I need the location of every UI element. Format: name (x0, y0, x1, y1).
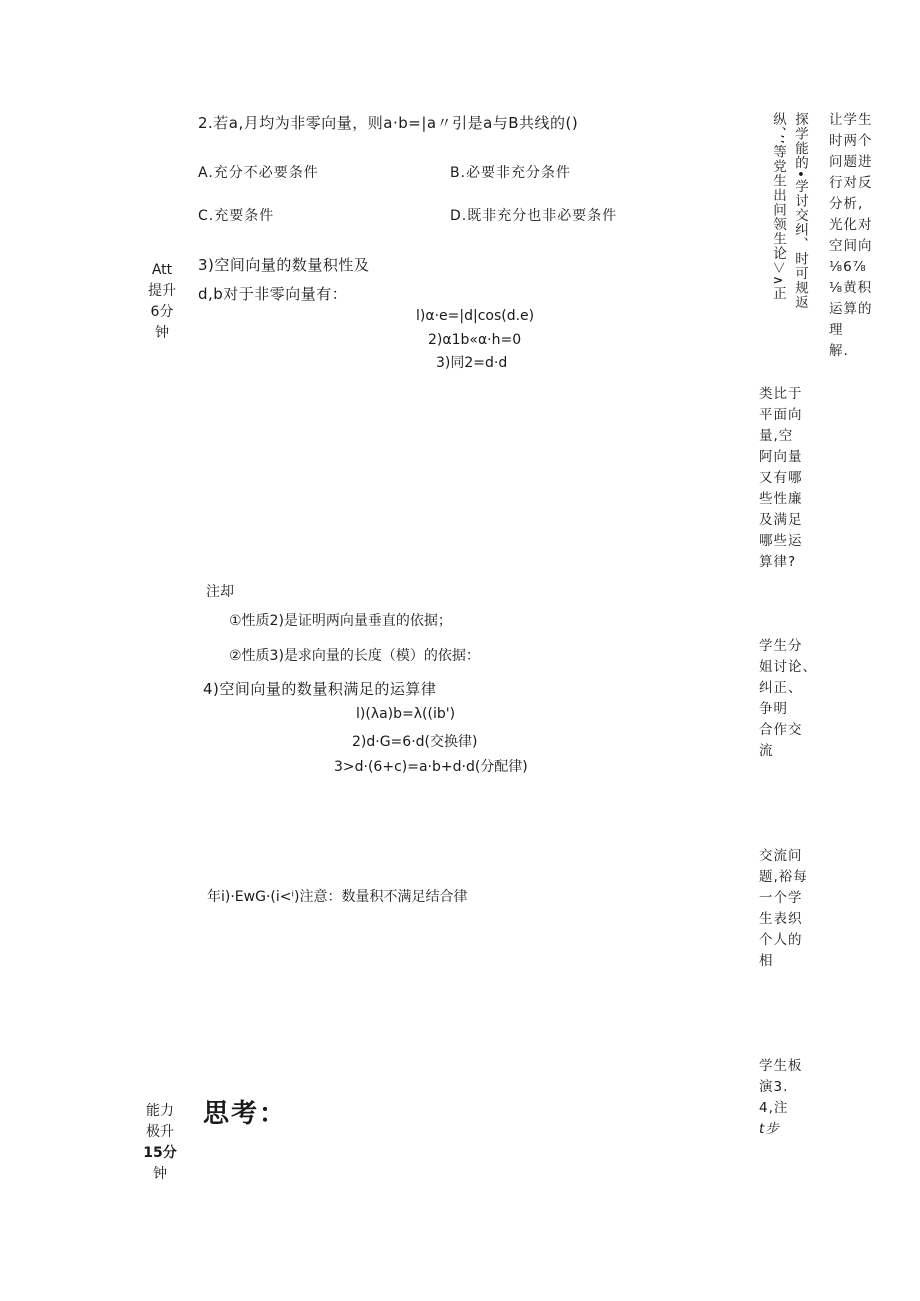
left-label-line: 6分 (150, 304, 174, 320)
option-b: B.必要非充分条件 (450, 165, 572, 181)
side-note-purpose (829, 110, 873, 362)
side-note-group (759, 636, 817, 762)
side-line: 相 (759, 953, 774, 969)
side-line: 一个学 (759, 890, 803, 906)
left-label-line: 钟 (155, 325, 169, 341)
side-note-board (759, 1056, 803, 1140)
side-line: 姐讨论、 (759, 659, 817, 675)
section3-title: 3)空间向量的数量积性及 (198, 256, 370, 274)
left-label-line: 极升 (146, 1124, 174, 1140)
left-label-line: 15分 (143, 1145, 177, 1161)
side-line: 阿向量 (759, 449, 803, 465)
thinking-heading: 思考： (203, 1099, 288, 1129)
side-line: 4,注 (759, 1100, 789, 1116)
side-line: 平面向 (759, 407, 803, 423)
side-line: 学生板 (759, 1058, 803, 1074)
section3-subtitle: d,b对于非零向量有： (198, 285, 348, 303)
option-d: D.既非充分也非必要条件 (450, 208, 618, 224)
side-line: 量,空 (759, 428, 794, 444)
vertical-note-2: 纵、’’等党生出问领生论＞∧正 (770, 112, 786, 301)
side-line: 流 (759, 743, 774, 759)
side-line: t步 (759, 1121, 780, 1137)
option-c: C.充要条件 (198, 208, 275, 224)
side-line: 解. (829, 343, 849, 359)
side-note-exchange (759, 846, 808, 972)
law-2: 2)d·G=6·d(交换律) (352, 734, 478, 750)
left-label-ability (138, 1101, 182, 1185)
law-3: 3>d·(6+c)=a·b+d·d(分配律) (334, 759, 528, 775)
option-a: A.充分不必要条件 (198, 165, 319, 181)
side-line: ⅛6⅞ (829, 259, 867, 275)
side-note-analogy (759, 384, 803, 573)
side-line: 算律? (759, 554, 797, 570)
note-item-1: ①性质2)是证明两向量垂直的依据； (229, 613, 452, 629)
note-item-2: ②性质3)是求向量的长度（模）的依据： (229, 648, 480, 664)
side-line: 光化对 (829, 217, 873, 233)
left-label-line: Att (151, 262, 173, 278)
formula-3: 3)同2=d·d (436, 355, 508, 371)
notes-heading: 注却 (206, 584, 234, 600)
formula-1: l)α·e=|d|cos(d.e) (416, 308, 535, 324)
side-line: 行对反 (829, 175, 873, 191)
side-line: 理 (829, 322, 844, 338)
side-line: 演3. (759, 1079, 789, 1095)
side-line: 运算的 (829, 301, 873, 317)
side-line: 争明 (759, 701, 788, 717)
associative-remark: 年i)·EwG·(i<ⁱ)注意：数量积不满足结合律 (207, 889, 468, 905)
side-line: 个人的 (759, 932, 803, 948)
side-line: 类比于 (759, 386, 803, 402)
left-label-line: 提升 (148, 283, 176, 299)
side-line: 又有哪 (759, 470, 803, 486)
side-line: 空间向 (829, 238, 873, 254)
side-line: 及满足 (759, 512, 803, 528)
side-line: 分析, (829, 196, 864, 212)
left-label-improve (142, 260, 182, 344)
side-line: 哪些运 (759, 533, 803, 549)
law-1: l)(λa)b=λ((ib') (356, 706, 456, 722)
side-line: 让学生 (829, 112, 873, 128)
side-line: 时两个 (829, 133, 873, 149)
formula-2: 2)α1b«α·h=0 (428, 332, 522, 348)
side-line: 纠正、 (759, 680, 803, 696)
question-stem: 2.若a,月均为非零向量，则a·b=|a〃引是a与B共线的() (198, 114, 579, 132)
section4-title: 4)空间向量的数量积满足的运算律 (203, 680, 437, 698)
left-label-line: 钟 (153, 1166, 167, 1182)
side-line: 合作交 (759, 722, 803, 738)
side-line: 交流问 (759, 848, 803, 864)
side-line: 些性廉 (759, 491, 803, 507)
side-line: ⅛黄积 (829, 280, 873, 296)
side-line: 学生分 (759, 638, 803, 654)
side-line: 生表织 (759, 911, 803, 927)
vertical-note-1: 探学能的•学讨交纠、时可规返 (792, 112, 808, 310)
side-line: 问题进 (829, 154, 873, 170)
side-line: 题,裕每 (759, 869, 808, 885)
left-label-line: 能力 (146, 1103, 174, 1119)
